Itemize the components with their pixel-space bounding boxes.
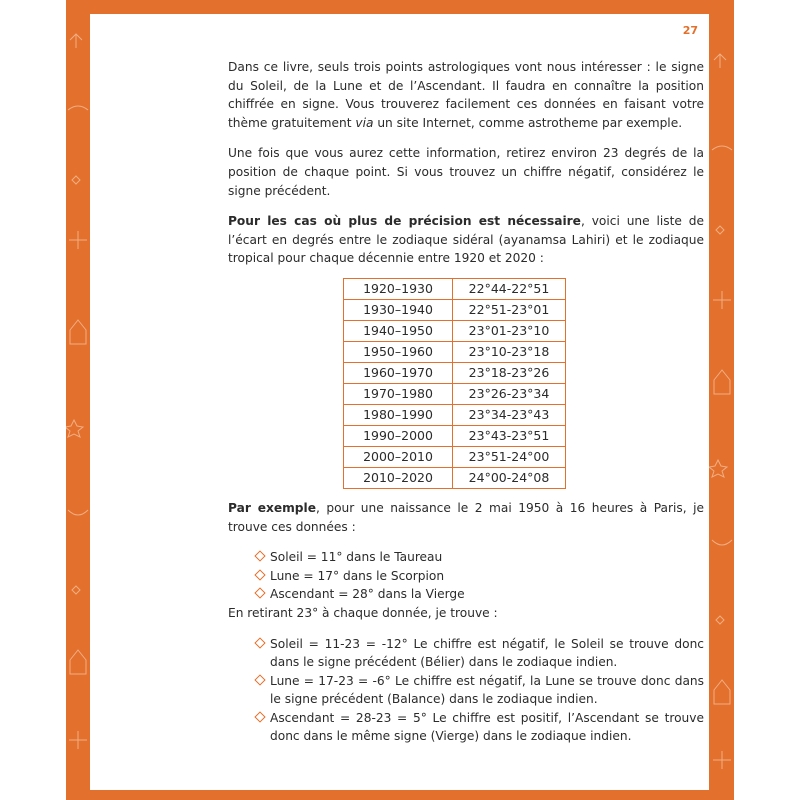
list-item-text: Ascendant = 28° dans la Vierge xyxy=(270,587,465,602)
table-row xyxy=(344,425,566,446)
precision-text: , voici une liste de l’écart en degrés entre le zodiaque sidéral (ayanamsa Lahiri) et le zodiaque tropical pour chaque décennie entre 1920 et 2020 : xyxy=(228,214,704,266)
example-bold-lead: Par exemple xyxy=(228,500,316,515)
offset-cell: 23°51-24°00 xyxy=(453,446,566,467)
book-spread xyxy=(66,0,734,800)
table-row xyxy=(344,383,566,404)
table-row xyxy=(344,404,566,425)
table-row xyxy=(344,362,566,383)
offset-cell: 24°00-24°08 xyxy=(453,467,566,488)
precision-bold-lead: Pour les cas où plus de précision est nécessaire xyxy=(228,214,581,229)
diamond-bullet-icon xyxy=(254,550,265,561)
example-result-list xyxy=(228,635,704,747)
decade-cell: 1940–1950 xyxy=(344,320,453,341)
list-item xyxy=(256,635,704,672)
book-page xyxy=(90,14,709,790)
decade-cell: 1950–1960 xyxy=(344,341,453,362)
decade-cell: 1990–2000 xyxy=(344,425,453,446)
offset-cell: 23°34-23°43 xyxy=(453,404,566,425)
list-item-text: Soleil = 11° dans le Taureau xyxy=(270,550,443,565)
decade-cell: 1970–1980 xyxy=(344,383,453,404)
list-item-text: Lune = 17-23 = -6° Le chiffre est négatif, la Lune se trouve donc dans le signe précédent (Balance) dans le zodiaque indien. xyxy=(270,673,704,707)
decade-cell: 2000–2010 xyxy=(344,446,453,467)
decade-cell: 1930–1940 xyxy=(344,299,453,320)
list-item-text: Ascendant = 28-23 = 5° Le chiffre est positif, l’Ascendant se trouve donc dans le même signe (Vierge) dans le zodiaque indien. xyxy=(270,710,704,744)
offset-cell: 23°10-23°18 xyxy=(453,341,566,362)
example-data-list xyxy=(228,548,704,604)
table-row xyxy=(344,446,566,467)
list-item xyxy=(256,548,704,567)
table-row xyxy=(344,299,566,320)
table-row xyxy=(344,320,566,341)
offset-cell: 23°43-23°51 xyxy=(453,425,566,446)
decade-cell: 1920–1930 xyxy=(344,278,453,299)
table-row xyxy=(344,467,566,488)
offset-cell: 23°26-23°34 xyxy=(453,383,566,404)
list-item xyxy=(256,709,704,746)
table-row xyxy=(344,341,566,362)
decade-cell: 1960–1970 xyxy=(344,362,453,383)
decade-cell: 2010–2020 xyxy=(344,467,453,488)
table-row xyxy=(344,278,566,299)
paragraph-instruction: Une fois que vous aurez cette information, retirez environ 23 degrés de la position de chaque point. Si vous trouvez un chiffre négatif, considérez le signe précédent. xyxy=(228,146,704,198)
italic-via: via xyxy=(355,115,374,130)
diamond-bullet-icon xyxy=(254,588,265,599)
decade-cell: 1980–1990 xyxy=(344,404,453,425)
diamond-bullet-icon xyxy=(254,569,265,580)
list-item xyxy=(256,585,704,604)
subtraction-intro: En retirant 23° à chaque donnée, je trouve : xyxy=(228,605,498,620)
offset-cell: 23°01-23°10 xyxy=(453,320,566,341)
ayanamsa-table xyxy=(343,278,566,489)
paragraph-intro-text: Dans ce livre, seuls trois points astrologiques vont nous intéresser : le signe du Soleil, de la Lune et de l’Ascendant. Il faudra en connaître la position chiffrée en signe. Vous trouverez facilement ces données en faisant votre thème gratuitement xyxy=(228,60,704,130)
paragraph-example xyxy=(228,499,704,536)
paragraph-intro xyxy=(228,58,704,132)
diamond-bullet-icon xyxy=(254,711,265,722)
diamond-bullet-icon xyxy=(254,674,265,685)
diamond-bullet-icon xyxy=(254,637,265,648)
page-content xyxy=(228,58,704,746)
example-text: , pour une naissance le 2 mai 1950 à 16 heures à Paris, je trouve ces données : xyxy=(228,500,704,534)
paragraph-precision xyxy=(228,212,704,268)
offset-cell: 22°51-23°01 xyxy=(453,299,566,320)
list-item-text: Lune = 17° dans le Scorpion xyxy=(270,568,445,583)
list-item xyxy=(256,567,704,586)
list-item xyxy=(256,672,704,709)
paragraph-intro-end: un site Internet, comme astrotheme par exemple. xyxy=(373,115,683,130)
offset-cell: 22°44-22°51 xyxy=(453,278,566,299)
offset-cell: 23°18-23°26 xyxy=(453,362,566,383)
page-number: 27 xyxy=(682,24,698,37)
list-item-text: Soleil = 11-23 = -12° Le chiffre est négatif, le Soleil se trouve donc dans le signe précédent (Bélier) dans le zodiaque indien. xyxy=(270,636,704,670)
